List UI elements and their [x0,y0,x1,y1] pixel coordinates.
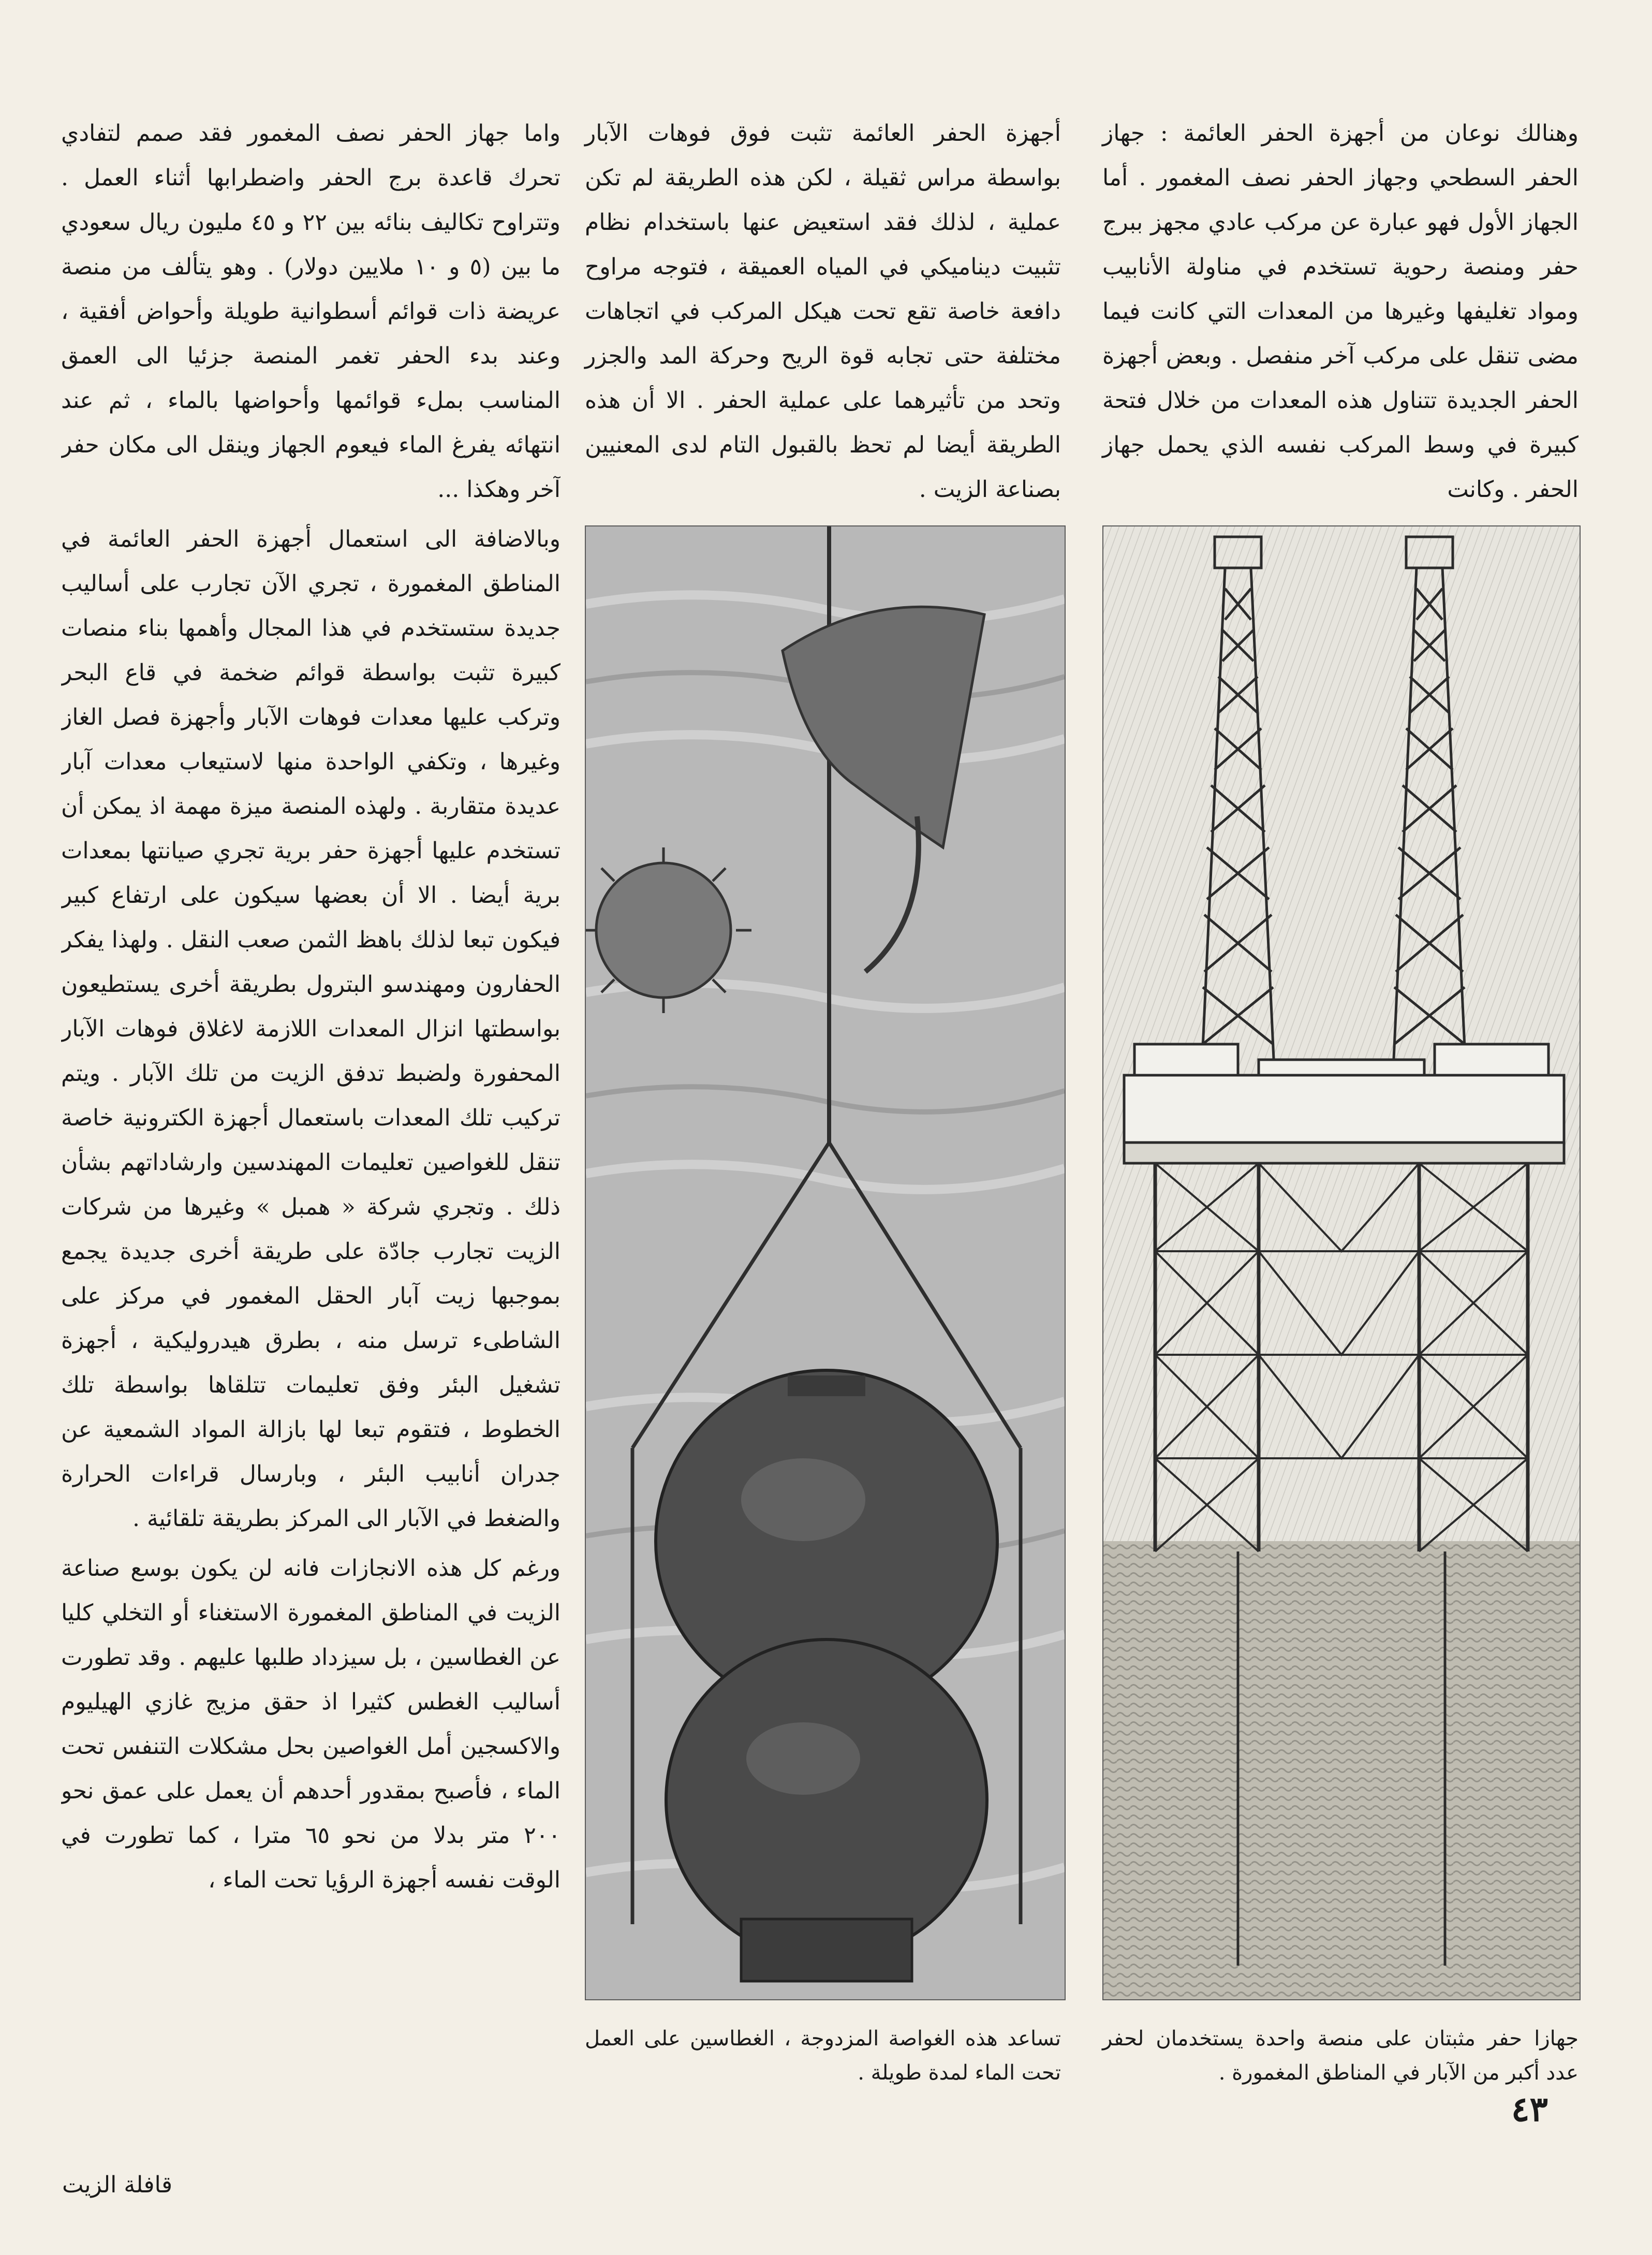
figure-caption-submarine: تساعد هذه الغواصة المزدوجة ، الغطاسين على العمل تحت الماء لمدة طويلة . [585,2027,1061,2085]
paragraph: أجهزة الحفر العائمة تثبت فوق فوهات الآبار بواسطة مراس ثقيلة ، لكن هذه الطريقة لم تكن عملية ، لذلك فقد استعيض عنها باستخدام نظام تثبيت ديناميكي في المياه العميقة ، فتوجه مراوح دافعة خاصة تقع تحت هيكل المركب في اتجاهات مختلفة حتى تجابه قوة الريح وحركة المد والجزر وتحد من تأثيرهما على عملية الحفر . الا أن هذه الطريقة أيضا لم تحظ بالقبول التام لدى المعنيين بصناعة الزيت . [585,120,1061,503]
paragraph: واما جهاز الحفر نصف المغمور فقد صمم لتفادي تحرك قاعدة برج الحفر واضطرابها أثناء العمل . وتتراوح تكاليف بنائه بين ٢٢ و ٤٥ مليون ريال سعودي ما بين (٥ و ١٠ ملايين دولار) . وهو يتألف من منصة عريضة ذات قوائم أسطوانية طويلة وأحواض أفقية ، وعند بدء الحفر تغمر المنصة جزئيا الى العمق المناسب بملء قوائمها وأحواضها بالماء ، ثم عند انتهائه يفرغ الماء فيعوم الجهاز وينقل الى مكان حفر آخر وهكذا ... [61,120,561,503]
article-column-right [1102,111,1579,517]
paragraph: ورغم كل هذه الانجازات فانه لن يكون بوسع صناعة الزيت في المناطق المغمورة الاستغناء أو التخلي كليا عن الغطاسين ، بل سيزداد طلبها عليهم . وقد تطورت أساليب الغطس كثيرا اذ حقق مزيج غازي الهيليوم والاكسجين أمل الغواصين بحل مشكلات التنفس تحت الماء ، فأصبح بمقدور أحدهم أن يعمل على عمق نحو ٢٠٠ متر بدلا من نحو ٦٥ مترا ، كما تطورت في الوقت نفسه أجهزة الرؤيا تحت الماء ، [61,1555,561,1893]
article-column-left [61,111,561,2094]
twin-diving-bell-illustration [585,525,1066,2000]
paragraph: وبالاضافة الى استعمال أجهزة الحفر العائمة في المناطق المغمورة ، تجري الآن تجارب على أساليب جديدة ستستخدم في هذا المجال وأهمها بناء منصات كبيرة تثبت بواسطة قوائم ضخمة في قاع البحر وتركب عليها معدات فوهات الآبار وأجهزة فصل الغاز وغيرها ، وتكفي الواحدة منها لاستيعاب معدات آبار عديدة متقاربة . ولهذه المنصة ميزة مهمة اذ يمكن أن تستخدم عليها أجهزة حفر برية تجري صيانتها بمعدات برية أيضا . الا أن بعضها سيكون على ارتفاع كبير فيكون تبعا لذلك باهظ الثمن صعب النقل . ولهذا يفكر الحفارون ومهندسو البترول بطريقة أخرى يستطيعون بواسطتها انزال المعدات اللازمة لاغلاق فوهات الآبار المحفورة ولضبط تدفق الزيت من تلك الآبار . ويتم تركيب تلك المعدات باستعمال أجهزة الكترونية خاصة تنقل للغواصين تعليمات المهندسين وارشاداتهم بشأن ذلك . وتجري شركة « همبل » وغيرها من شركات الزيت تجارب جادّة على طريقة أخرى جديدة يجمع بموجبها زيت آبار الحقل المغمور في مركز على الشاطىء ترسل منه ، بطرق هيدروليكية ، أجهزة تشغيل البئر وفق تعليمات تتلقاها بواسطة تلك الخطوط ، فتقوم تبعا لها بازالة المواد الشمعية عن جدران أنابيب البئر ، وبارسال قراءات الحرارة والضغط في الآبار الى المركز بطريقة تلقائية . [61,526,561,1532]
paragraph: وهنالك نوعان من أجهزة الحفر العائمة : جهاز الحفر السطحي وجهاز الحفر نصف المغمور . أما الجهاز الأول فهو عبارة عن مركب عادي مجهز ببرج حفر ومنصة رحوية تستخدم في مناولة الأنابيب ومواد تغليفها وغيرها من المعدات التي كانت فيما مضى تنقل على مركب آخر منفصل . وبعض أجهزة الحفر الجديدة تتناول هذه المعدات من خلال فتحة كبيرة في وسط المركب نفسه الذي يحمل جهاز الحفر . وكانت [1102,120,1579,503]
figure-caption-rig: جهازا حفر مثبتان على منصة واحدة يستخدمان لحفر عدد أكبر من الآبار في المناطق المغمورة . [1102,2027,1579,2085]
drilling-rig-illustration [1102,525,1581,2000]
page-number: ٤٣ [1511,2089,1548,2129]
magazine-name: قافلة الزيت [62,2172,172,2198]
article-column-middle [585,111,1061,517]
